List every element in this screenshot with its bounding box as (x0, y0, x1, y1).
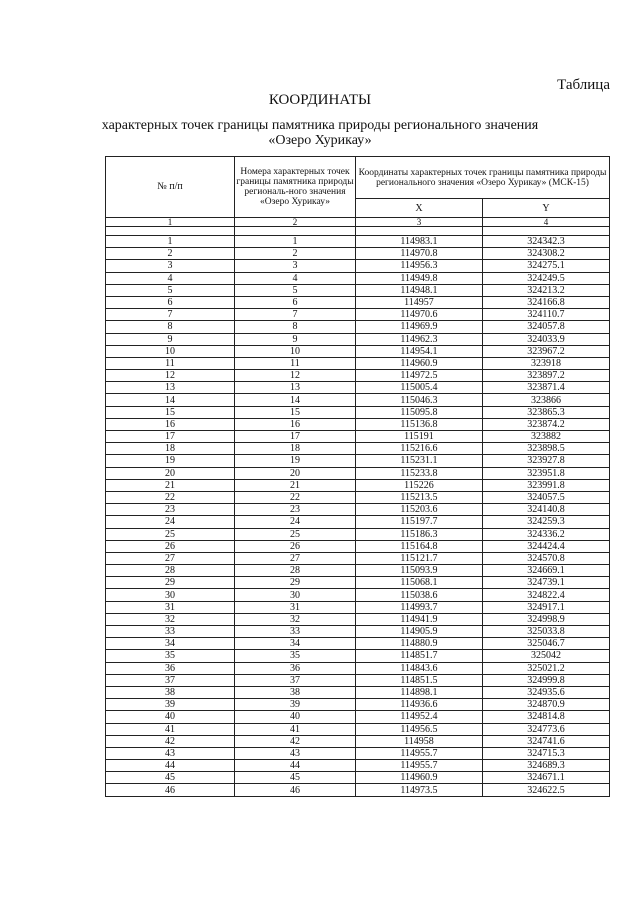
cell-point-number: 43 (235, 747, 356, 759)
cell-point-number: 44 (235, 760, 356, 772)
cell-y: 323927.8 (483, 455, 610, 467)
table-row (106, 528, 610, 540)
cell-y: 324999.8 (483, 674, 610, 686)
table-row (106, 613, 610, 625)
cell-row-number: 32 (106, 613, 235, 625)
cell-y: 324773.6 (483, 723, 610, 735)
cell-row-number: 45 (106, 772, 235, 784)
cell-row-number: 2 (106, 248, 235, 260)
cell-y: 324739.1 (483, 577, 610, 589)
cell-y: 324917.1 (483, 601, 610, 613)
cell-point-number: 40 (235, 711, 356, 723)
cell-x: 114960.9 (356, 772, 483, 784)
coordinates-table (105, 156, 610, 797)
header-y: Y (483, 199, 610, 218)
cell-x: 115231.1 (356, 455, 483, 467)
cell-row-number: 23 (106, 504, 235, 516)
cell-row-number: 15 (106, 406, 235, 418)
cell-row-number: 6 (106, 296, 235, 308)
cell-y: 323898.5 (483, 443, 610, 455)
cell-x: 114962.3 (356, 333, 483, 345)
blank-cell (356, 227, 483, 236)
cell-y: 324057.8 (483, 321, 610, 333)
cell-row-number: 40 (106, 711, 235, 723)
cell-row-number: 37 (106, 674, 235, 686)
table-row (106, 406, 610, 418)
cell-point-number: 25 (235, 528, 356, 540)
cell-y: 325021.2 (483, 662, 610, 674)
table-row (106, 479, 610, 491)
cell-y: 324259.3 (483, 516, 610, 528)
table-row (106, 455, 610, 467)
table-row (106, 382, 610, 394)
table-row (106, 504, 610, 516)
cell-x: 114993.7 (356, 601, 483, 613)
table-row (106, 418, 610, 430)
cell-y: 323882 (483, 431, 610, 443)
cell-point-number: 20 (235, 467, 356, 479)
cell-point-number: 30 (235, 589, 356, 601)
cell-y: 323918 (483, 357, 610, 369)
cell-x: 114973.5 (356, 784, 483, 796)
cell-point-number: 36 (235, 662, 356, 674)
cell-point-number: 9 (235, 333, 356, 345)
document-subtitle-line2: «Озеро Хурикау» (268, 133, 372, 148)
table-header-row (106, 157, 610, 199)
header-coordinates: Координаты характерных точек границы памятника природы регионального значения «Озеро Хурикау» (МСК-15) (356, 157, 610, 199)
cell-row-number: 22 (106, 491, 235, 503)
cell-point-number: 12 (235, 370, 356, 382)
cell-y: 325042 (483, 650, 610, 662)
cell-point-number: 4 (235, 272, 356, 284)
cell-row-number: 18 (106, 443, 235, 455)
cell-y: 324689.3 (483, 760, 610, 772)
cell-point-number: 21 (235, 479, 356, 491)
cell-row-number: 30 (106, 589, 235, 601)
table-row (106, 284, 610, 296)
cell-x: 114958 (356, 735, 483, 747)
cell-x: 115203.6 (356, 504, 483, 516)
cell-x: 114948.1 (356, 284, 483, 296)
cell-row-number: 8 (106, 321, 235, 333)
column-number-1: 1 (106, 218, 235, 227)
cell-point-number: 31 (235, 601, 356, 613)
cell-row-number: 17 (106, 431, 235, 443)
cell-row-number: 16 (106, 418, 235, 430)
cell-row-number: 12 (106, 370, 235, 382)
cell-point-number: 26 (235, 540, 356, 552)
cell-x: 114851.7 (356, 650, 483, 662)
cell-x: 114955.7 (356, 760, 483, 772)
cell-x: 115213.5 (356, 491, 483, 503)
cell-point-number: 33 (235, 626, 356, 638)
cell-y: 324935.6 (483, 686, 610, 698)
cell-x: 115216.6 (356, 443, 483, 455)
cell-x: 114954.1 (356, 345, 483, 357)
cell-x: 114898.1 (356, 686, 483, 698)
table-row (106, 333, 610, 345)
cell-row-number: 10 (106, 345, 235, 357)
cell-x: 114941.9 (356, 613, 483, 625)
column-number-2: 2 (235, 218, 356, 227)
table-row (106, 723, 610, 735)
table-row (106, 260, 610, 272)
table-row (106, 345, 610, 357)
cell-y: 324741.6 (483, 735, 610, 747)
cell-y: 325046.7 (483, 638, 610, 650)
cell-y: 324998.9 (483, 613, 610, 625)
cell-y: 323866 (483, 394, 610, 406)
cell-x: 114956.3 (356, 260, 483, 272)
cell-point-number: 6 (235, 296, 356, 308)
cell-x: 115226 (356, 479, 483, 491)
cell-point-number: 27 (235, 552, 356, 564)
table-row (106, 589, 610, 601)
cell-point-number: 32 (235, 613, 356, 625)
cell-y: 324249.5 (483, 272, 610, 284)
cell-row-number: 31 (106, 601, 235, 613)
cell-y: 324671.1 (483, 772, 610, 784)
table-row (106, 760, 610, 772)
cell-row-number: 34 (106, 638, 235, 650)
cell-row-number: 13 (106, 382, 235, 394)
cell-row-number: 36 (106, 662, 235, 674)
cell-point-number: 37 (235, 674, 356, 686)
cell-row-number: 7 (106, 309, 235, 321)
table-row (106, 309, 610, 321)
cell-point-number: 14 (235, 394, 356, 406)
cell-x: 115068.1 (356, 577, 483, 589)
cell-y: 323874.2 (483, 418, 610, 430)
cell-x: 115005.4 (356, 382, 483, 394)
table-row (106, 662, 610, 674)
cell-point-number: 46 (235, 784, 356, 796)
cell-row-number: 21 (106, 479, 235, 491)
cell-point-number: 3 (235, 260, 356, 272)
cell-row-number: 4 (106, 272, 235, 284)
cell-x: 114960.9 (356, 357, 483, 369)
cell-point-number: 22 (235, 491, 356, 503)
cell-row-number: 44 (106, 760, 235, 772)
cell-y: 324057.5 (483, 491, 610, 503)
cell-point-number: 2 (235, 248, 356, 260)
table-row (106, 565, 610, 577)
cell-point-number: 11 (235, 357, 356, 369)
table-row (106, 394, 610, 406)
cell-point-number: 13 (235, 382, 356, 394)
table-row (106, 772, 610, 784)
cell-row-number: 42 (106, 735, 235, 747)
cell-point-number: 24 (235, 516, 356, 528)
cell-y: 324308.2 (483, 248, 610, 260)
cell-row-number: 1 (106, 236, 235, 248)
cell-point-number: 38 (235, 686, 356, 698)
cell-x: 114972.5 (356, 370, 483, 382)
cell-row-number: 24 (106, 516, 235, 528)
cell-x: 115136.8 (356, 418, 483, 430)
table-row (106, 784, 610, 796)
cell-point-number: 29 (235, 577, 356, 589)
cell-x: 114956.5 (356, 723, 483, 735)
cell-x: 114969.9 (356, 321, 483, 333)
cell-x: 114949.8 (356, 272, 483, 284)
cell-x: 114952.4 (356, 711, 483, 723)
cell-point-number: 19 (235, 455, 356, 467)
cell-row-number: 3 (106, 260, 235, 272)
column-numbering-row (106, 218, 610, 227)
cell-x: 115038.6 (356, 589, 483, 601)
cell-row-number: 43 (106, 747, 235, 759)
table-row (106, 650, 610, 662)
cell-point-number: 10 (235, 345, 356, 357)
cell-point-number: 23 (235, 504, 356, 516)
cell-row-number: 11 (106, 357, 235, 369)
cell-row-number: 5 (106, 284, 235, 296)
cell-y: 323897.2 (483, 370, 610, 382)
cell-point-number: 5 (235, 284, 356, 296)
cell-x: 114936.6 (356, 699, 483, 711)
table-row (106, 370, 610, 382)
table-row (106, 601, 610, 613)
cell-point-number: 7 (235, 309, 356, 321)
cell-point-number: 45 (235, 772, 356, 784)
cell-point-number: 15 (235, 406, 356, 418)
table-row (106, 540, 610, 552)
cell-x: 114905.9 (356, 626, 483, 638)
table-row (106, 296, 610, 308)
cell-x: 115121.7 (356, 552, 483, 564)
cell-point-number: 18 (235, 443, 356, 455)
cell-y: 324033.9 (483, 333, 610, 345)
cell-x: 115046.3 (356, 394, 483, 406)
cell-y: 324715.3 (483, 747, 610, 759)
table-row (106, 443, 610, 455)
cell-point-number: 39 (235, 699, 356, 711)
cell-row-number: 27 (106, 552, 235, 564)
cell-x: 114955.7 (356, 747, 483, 759)
cell-row-number: 28 (106, 565, 235, 577)
cell-y: 324336.2 (483, 528, 610, 540)
table-row (106, 321, 610, 333)
table-row (106, 626, 610, 638)
cell-y: 324342.3 (483, 236, 610, 248)
cell-x: 114970.6 (356, 309, 483, 321)
cell-row-number: 35 (106, 650, 235, 662)
cell-x: 114957 (356, 296, 483, 308)
table-row (106, 272, 610, 284)
cell-point-number: 28 (235, 565, 356, 577)
table-row (106, 491, 610, 503)
column-number-4: 4 (483, 218, 610, 227)
cell-row-number: 20 (106, 467, 235, 479)
cell-y: 324213.2 (483, 284, 610, 296)
table-row (106, 248, 610, 260)
cell-y: 323871.4 (483, 382, 610, 394)
cell-y: 324622.5 (483, 784, 610, 796)
cell-row-number: 46 (106, 784, 235, 796)
table-tag: Таблица (557, 77, 610, 93)
cell-row-number: 19 (106, 455, 235, 467)
cell-row-number: 14 (106, 394, 235, 406)
cell-y: 324140.8 (483, 504, 610, 516)
blank-cell (106, 227, 235, 236)
cell-row-number: 39 (106, 699, 235, 711)
cell-y: 325033.8 (483, 626, 610, 638)
cell-point-number: 17 (235, 431, 356, 443)
document-title: КООРДИНАТЫ (268, 92, 372, 108)
table-row (106, 552, 610, 564)
cell-row-number: 25 (106, 528, 235, 540)
cell-point-number: 16 (235, 418, 356, 430)
cell-point-number: 34 (235, 638, 356, 650)
table-row (106, 735, 610, 747)
cell-x: 115197.7 (356, 516, 483, 528)
blank-cell (483, 227, 610, 236)
blank-row (106, 227, 610, 236)
cell-y: 324275.1 (483, 260, 610, 272)
table-row (106, 236, 610, 248)
cell-point-number: 35 (235, 650, 356, 662)
cell-y: 324570.8 (483, 552, 610, 564)
table-row (106, 516, 610, 528)
table-row (106, 674, 610, 686)
cell-y: 324110.7 (483, 309, 610, 321)
cell-y: 324166.8 (483, 296, 610, 308)
table-row (106, 431, 610, 443)
cell-x: 115233.8 (356, 467, 483, 479)
cell-y: 323951.8 (483, 467, 610, 479)
cell-y: 324870.9 (483, 699, 610, 711)
cell-y: 324424.4 (483, 540, 610, 552)
cell-point-number: 41 (235, 723, 356, 735)
cell-row-number: 33 (106, 626, 235, 638)
cell-x: 114880.9 (356, 638, 483, 650)
cell-x: 115191 (356, 431, 483, 443)
header-row-number: № п/п (106, 157, 235, 218)
cell-point-number: 1 (235, 236, 356, 248)
cell-x: 114843.6 (356, 662, 483, 674)
table-row (106, 467, 610, 479)
table-row (106, 638, 610, 650)
table-row (106, 747, 610, 759)
document-subtitle-line1: характерных точек границы памятника природы регионального значения (101, 118, 539, 133)
cell-x: 114970.8 (356, 248, 483, 260)
header-point-number: Номера характерных точек границы памятника природы региональ-ного значения «Озеро Хурикау» (235, 157, 356, 218)
cell-row-number: 41 (106, 723, 235, 735)
cell-row-number: 29 (106, 577, 235, 589)
cell-x: 114983.1 (356, 236, 483, 248)
table-row (106, 711, 610, 723)
table-row (106, 699, 610, 711)
blank-cell (235, 227, 356, 236)
cell-point-number: 8 (235, 321, 356, 333)
column-number-3: 3 (356, 218, 483, 227)
table-row (106, 686, 610, 698)
cell-y: 324814.8 (483, 711, 610, 723)
cell-y: 323967.2 (483, 345, 610, 357)
header-x: X (356, 199, 483, 218)
cell-x: 115093.9 (356, 565, 483, 577)
cell-y: 324822.4 (483, 589, 610, 601)
table-body (106, 236, 610, 797)
table-row (106, 577, 610, 589)
table-row (106, 357, 610, 369)
cell-x: 115164.8 (356, 540, 483, 552)
cell-x: 114851.5 (356, 674, 483, 686)
cell-y: 324669.1 (483, 565, 610, 577)
cell-y: 323865.3 (483, 406, 610, 418)
cell-y: 323991.8 (483, 479, 610, 491)
cell-point-number: 42 (235, 735, 356, 747)
cell-x: 115095.8 (356, 406, 483, 418)
cell-row-number: 9 (106, 333, 235, 345)
cell-x: 115186.3 (356, 528, 483, 540)
cell-row-number: 38 (106, 686, 235, 698)
cell-row-number: 26 (106, 540, 235, 552)
